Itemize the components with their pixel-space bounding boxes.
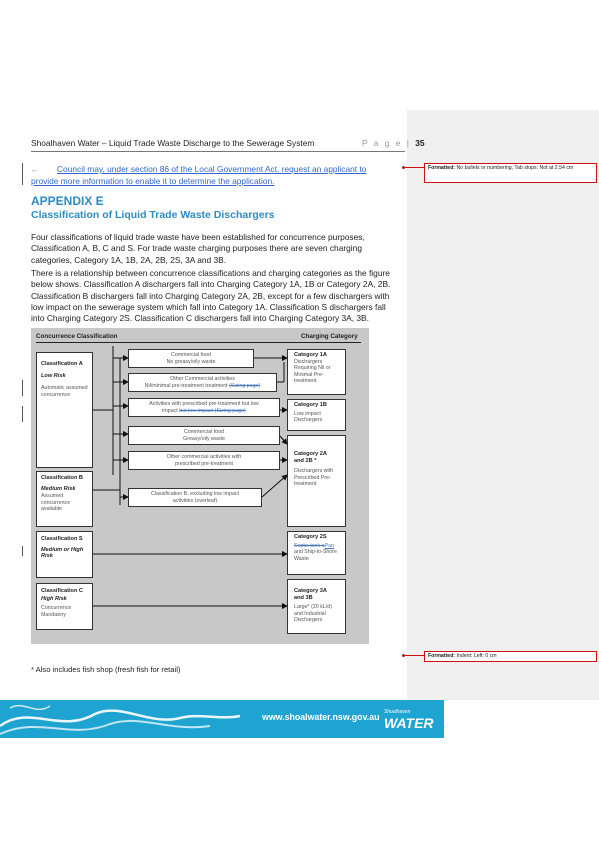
category-1b-box: Category 1B Low impact Dischargers [287, 399, 346, 431]
figure-left-title: Concurrence Classification [36, 333, 118, 340]
category-2a-box: Category 2A and 2B * Dischargers with Prescribed Pre-treatment [287, 435, 346, 527]
activity-box-3: Activities with prescribed pre-treatment but low impact but low impact (Sizing page) [128, 398, 280, 417]
class-s-box: Classification S Medium or High Risk [36, 531, 93, 578]
change-bar [22, 406, 23, 422]
activity-box-2: Other Commercial activities Nil/minimal pre-treatment treatment (Sizing page) [128, 373, 277, 392]
activity-box-6: Classification B, excluding low impact activities (overleaf) [128, 488, 262, 507]
footer-website-link[interactable]: www.shoalwater.nsw.gov.au [262, 712, 380, 722]
class-b-box: Classification B Medium Risk Assumed concurrence available [36, 471, 93, 527]
inserted-paragraph[interactable]: Council may, under section 86 of the Local Government Act, request an applicant to provide more information to enable it to determine the application. [31, 164, 367, 186]
figure-right-title: Charging Category [301, 333, 358, 340]
connector [262, 475, 287, 497]
balloon-connector [404, 655, 424, 656]
format-balloon-2[interactable]: Formatted: Indent: Left: 0 cm [424, 651, 597, 662]
paragraph-1: Four classifications of liquid trade waste have been established for concurrence purposes, Classification A, B, C and S. For trade waste charging purposes there are seven charging categories, Category 1A, 1B, 2A, 2B, 2S, 3A and 3B. [31, 232, 365, 265]
connector [280, 436, 287, 444]
class-a-box: Classification A Low Risk Automatic assumed concurrence [36, 352, 93, 468]
change-bar [22, 546, 23, 556]
class-c-box: Classification C High Risk Concurrence Mandatory [36, 583, 93, 630]
brand-logo-small: Shoalhaven [384, 709, 411, 715]
appendix-heading: APPENDIX E [31, 194, 104, 208]
paragraph-mark-icon: ← [31, 167, 38, 174]
category-2s-box: Category 2S Septic tank aPan and Ship-to-Shore Waste [287, 531, 346, 575]
brand-logo: WATER [384, 715, 434, 731]
format-balloon-1[interactable]: Formatted: No bullets or numbering, Tab stops: Not at 2.54 cm [424, 163, 597, 183]
change-bar [22, 380, 23, 396]
activity-box-4: Commercial food Greasy/oily waste [128, 426, 280, 445]
activity-box-5: Other commercial activities with prescribed pre-treatment [128, 451, 280, 470]
category-3-box: Category 3A and 3B Large* (20 kL/d) and Industrial Dischargers [287, 579, 346, 634]
footnote: * Also includes fish shop (fresh fish for retail) [31, 665, 181, 674]
paragraph-2: There is a relationship between concurrence classifications and charging categories as the figure below shows. Classification A dischargers fall into Charging Category 1A, 1B or Category 2A, 2B. Classification B dischargers fall into Charging Category 2A, 2B, except for a few dischargers with low impact on the sewerage system which fall into Category 1A. Classification S dischargers fall into Charging Category 2S. Classification C dischargers fall into Charging Category 3A, 3B. [31, 268, 391, 324]
header-title: Shoalhaven Water – Liquid Trade Waste Discharge to the Sewerage System [31, 138, 315, 148]
category-1a-box: Category 1A Dischargers Requiring Nil or Minimal Pre-treatment [287, 349, 346, 395]
page-number: P a g e | 35 [362, 138, 425, 148]
activity-box-1: Commercial food No greasy/oily waste [128, 349, 254, 368]
wave-graphic [0, 696, 250, 740]
appendix-subheading: Classification of Liquid Trade Waste Dischargers [31, 209, 275, 221]
balloon-connector [404, 167, 424, 168]
